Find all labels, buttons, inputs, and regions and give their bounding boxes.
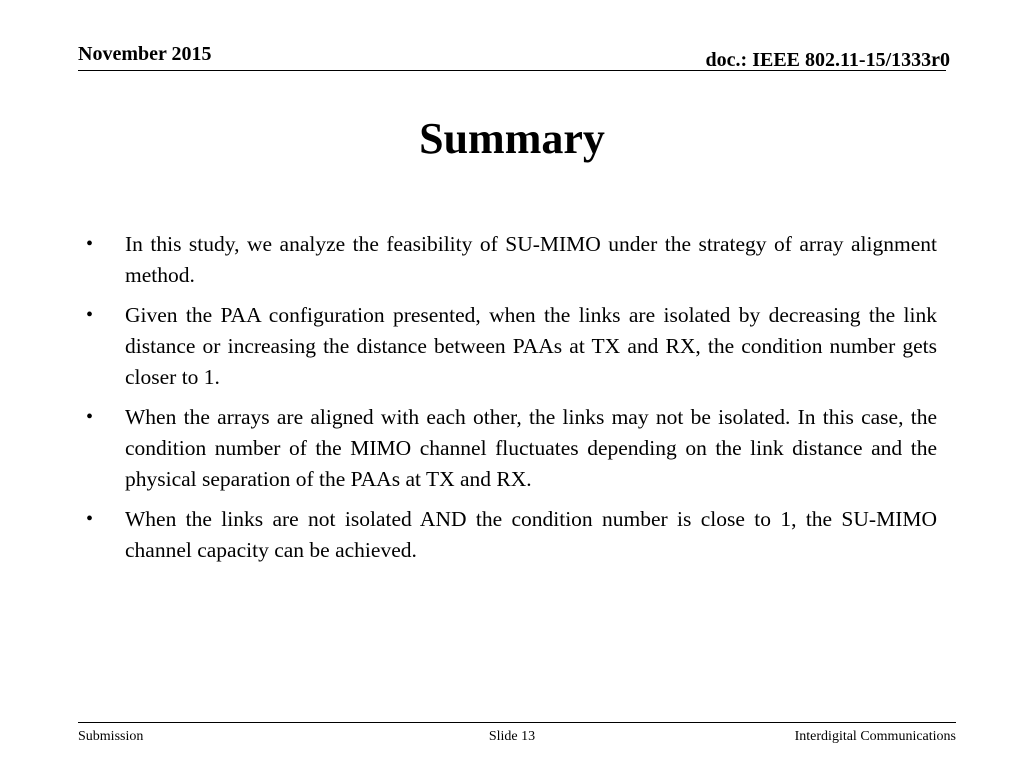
footer-organization: Interdigital Communications (794, 729, 956, 744)
header-divider (78, 70, 946, 71)
bullet-item (0, 504, 1024, 566)
slide-title: Summary (419, 114, 605, 163)
bullet-icon: • (86, 304, 94, 326)
bullet-item (0, 402, 1024, 495)
footer-slide-number: Slide 13 (488, 729, 536, 744)
bullet-text: When the links are not isolated AND the condition number is close to 1, the SU-MIMO channel capacity can be achieved. (125, 507, 937, 562)
bullet-item (0, 300, 1024, 393)
bullet-icon: • (86, 406, 94, 428)
footer-divider (78, 722, 956, 723)
bullet-list (0, 229, 1024, 575)
footer-submission: Submission (78, 729, 144, 744)
bullet-text: When the arrays are aligned with each other, the links may not be isolated. In this case, the condition number of the MIMO channel fluctuates depending on the link distance and the physical separation of the PAAs at TX and RX. (125, 405, 937, 491)
bullet-icon: • (86, 233, 94, 255)
header-document-id: doc.: IEEE 802.11-15/1333r0 (705, 49, 950, 71)
bullet-text: Given the PAA configuration presented, when the links are isolated by decreasing the link distance or increasing the distance between PAAs at TX and RX, the condition number gets closer to 1. (125, 303, 937, 389)
bullet-item (0, 229, 1024, 291)
bullet-text: In this study, we analyze the feasibility of SU-MIMO under the strategy of array alignment method. (125, 232, 937, 287)
bullet-icon: • (86, 508, 94, 530)
header-date: November 2015 (78, 43, 212, 65)
